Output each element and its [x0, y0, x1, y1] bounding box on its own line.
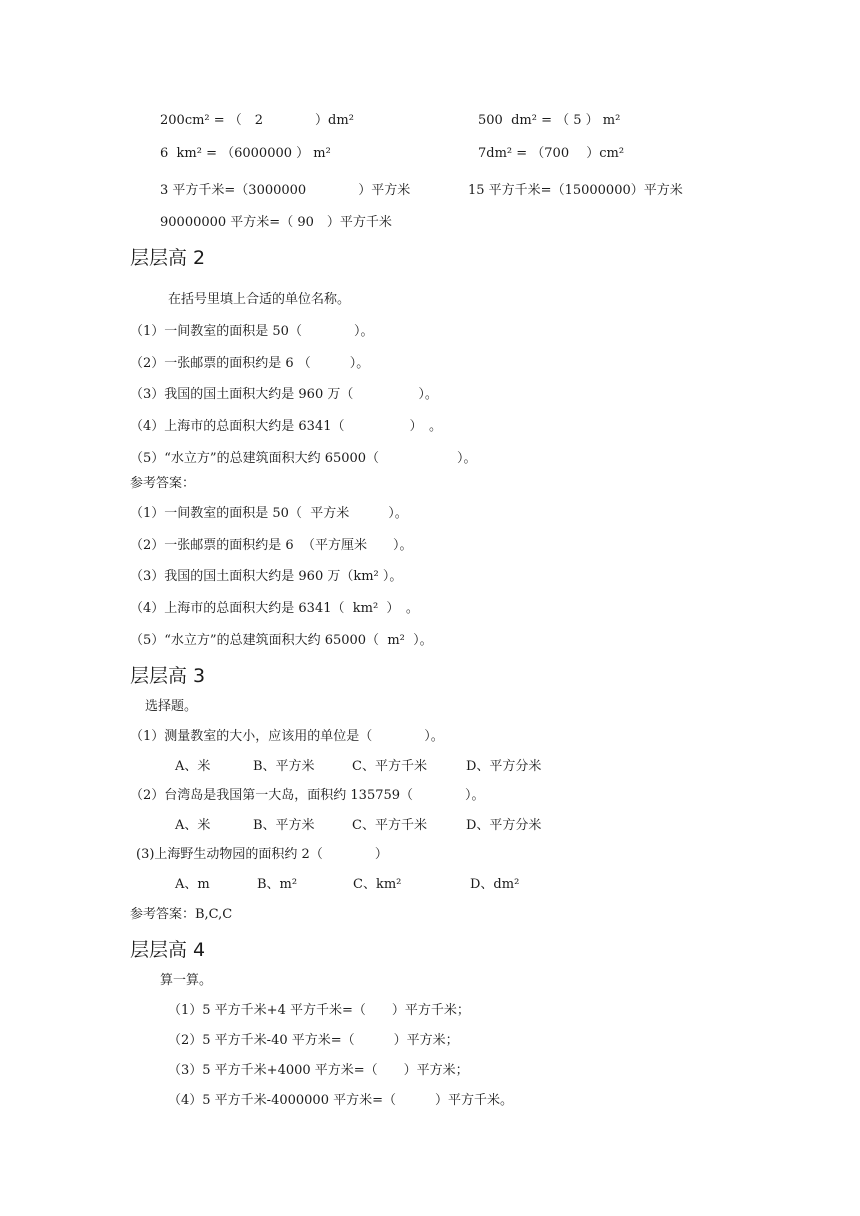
conversion-row2-right: 7dm² = （700 ）cm² [478, 146, 625, 161]
section2-question-4: （4）上海市的总面积大约是 6341（ ） 。 [130, 419, 442, 434]
section3-instruction: 选择题。 [145, 699, 198, 714]
section2-question-3: （3）我国的国土面积大约是 960 万（ ）。 [130, 387, 438, 402]
conversion-row1-left: 200cm² = （ 2 ）dm² [160, 113, 354, 128]
section2-answer-4: （4）上海市的总面积大约是 6341（ km² ） 。 [130, 601, 419, 616]
section3-q2-option-a: A、米 [175, 818, 211, 833]
section3-q2-option-c: C、平方千米 [352, 818, 427, 833]
section3-q3-option-d: D、dm² [470, 877, 520, 892]
section2-question-1: （1）一间教室的面积是 50（ ）。 [130, 324, 374, 339]
section4-heading: 层层高 4 [130, 939, 206, 961]
section3-q1-option-c: C、平方千米 [352, 759, 427, 774]
section2-answer-3: （3）我国的国土面积大约是 960 万（km² ）。 [130, 569, 403, 584]
section2-instruction: 在括号里填上合适的单位名称。 [168, 292, 351, 307]
section3-q1-option-b: B、平方米 [253, 759, 315, 774]
conversion-row3-right: 15 平方千米=（15000000）平方米 [468, 183, 683, 198]
section3-q1-option-a: A、米 [175, 759, 211, 774]
section2-question-5: （5）“水立方”的总建筑面积大约 65000（ ）。 [130, 451, 477, 466]
section2-question-2: （2）一张邮票的面积约是 6 （ ）。 [130, 356, 370, 371]
section4-question-2: （2）5 平方千米-40 平方米=（ ）平方米； [168, 1033, 459, 1048]
section3-q3-option-c: C、km² [353, 877, 402, 892]
section2-heading: 层层高 2 [130, 247, 206, 269]
conversion-row3-left: 3 平方千米=（3000000 ）平方米 [160, 183, 411, 198]
section4-question-4: （4）5 平方千米-4000000 平方米=（ ）平方千米。 [168, 1093, 513, 1108]
section4-instruction: 算一算。 [160, 973, 213, 988]
section2-answer-label: 参考答案： [130, 476, 196, 491]
conversion-row1-right: 500 dm² = （ 5 ） m² [478, 113, 621, 128]
section2-answer-2: （2）一张邮票的面积约是 6 （平方厘米 ）。 [130, 538, 413, 553]
section4-question-3: （3）5 平方千米+4000 平方米=（ ）平方米； [168, 1063, 469, 1078]
section2-answer-5: （5）“水立方”的总建筑面积大约 65000（ m² ）。 [130, 633, 433, 648]
section4-question-1: （1）5 平方千米+4 平方千米=（ ）平方千米； [168, 1003, 470, 1018]
section3-question-2: （2）台湾岛是我国第一大岛，面积约 135759（ ）。 [130, 788, 485, 803]
section2-answer-1: （1）一间教室的面积是 50（ 平方米 ）。 [130, 506, 408, 521]
section3-q1-option-d: D、平方分米 [466, 759, 542, 774]
section3-q2-option-d: D、平方分米 [466, 818, 542, 833]
section3-q3-option-a: A、m [175, 877, 210, 892]
conversion-row2-left: 6 km² = （6000000 ） m² [160, 146, 331, 161]
section3-question-3: (3)上海野生动物园的面积约 2（ ） [136, 847, 388, 862]
section3-heading: 层层高 3 [130, 665, 206, 687]
section3-q2-option-b: B、平方米 [253, 818, 315, 833]
section3-answer: 参考答案：B,C,C [130, 907, 233, 922]
section3-q3-option-b: B、m² [257, 877, 298, 892]
section3-question-1: （1）测量教室的大小，应该用的单位是（ ）。 [130, 729, 444, 744]
conversion-row4: 90000000 平方米=（ 90 ）平方千米 [160, 215, 392, 230]
